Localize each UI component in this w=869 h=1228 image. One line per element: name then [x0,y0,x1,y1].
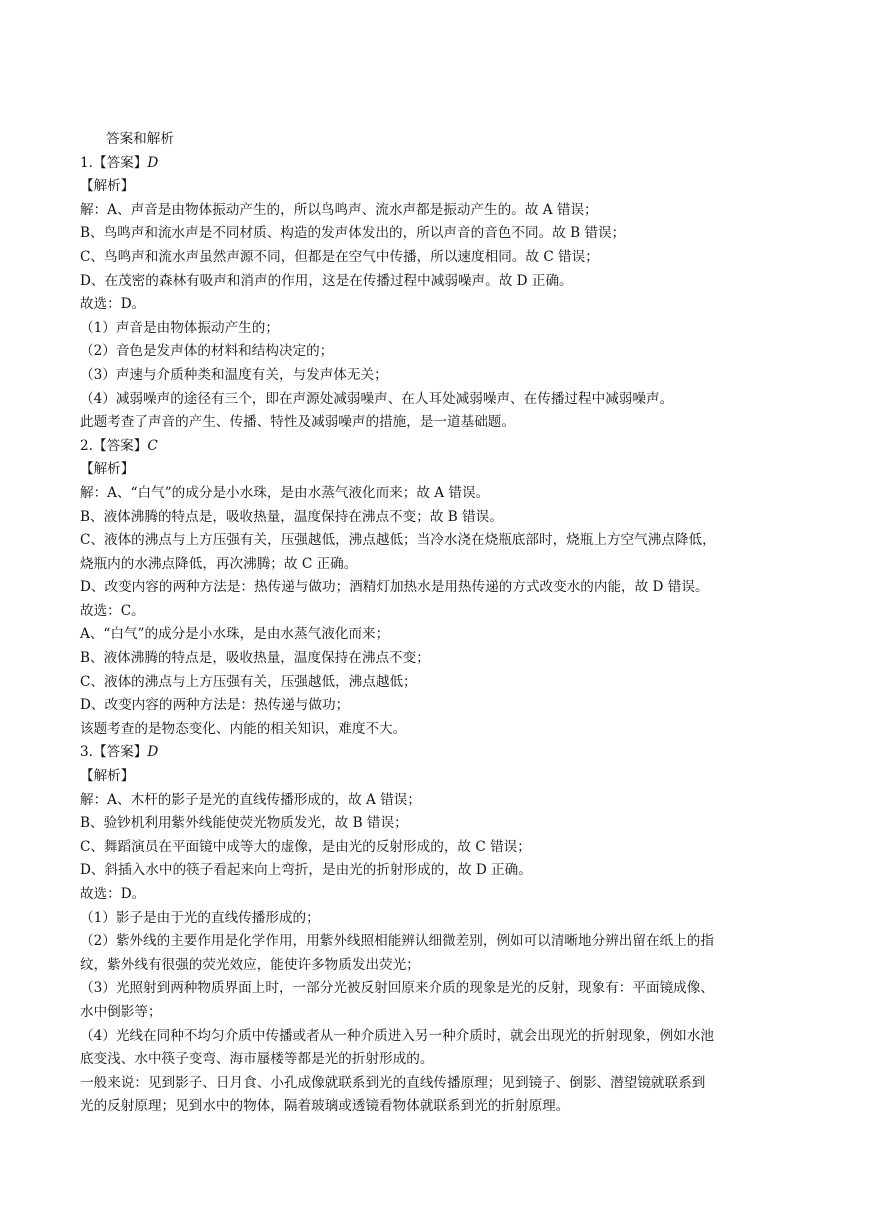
q1-line: 故选：D。 [80,296,146,313]
question-2-section [80,435,792,742]
q1-analysis-label: 【解析】 [80,178,135,195]
q2-line: 故选：C。 [80,602,145,619]
q1-line: D、在茂密的森林有吸声和消声的作用，这是在传播过程中减弱噪声。故 D 正确。 [80,272,573,289]
question-1-section [80,152,792,435]
q2-line: B、液体沸腾的特点是，吸收热量，温度保持在沸点不变； [80,650,430,667]
q3-line: 光的反射原理；见到水中的物体，隔着玻璃或透镜看物体就联系到光的折射原理。 [80,1098,570,1115]
q3-answer-label: 3.【答案】 [80,744,148,761]
q2-answer-label: 2.【答案】 [80,437,148,454]
q3-line: （3）光照射到两种物质界面上时，一部分光被反射回原来介质的现象是光的反射，现象有：平面镜成像、 [80,980,714,997]
q2-line: C、液体的沸点与上方压强有关，压强越低，沸点越低；当冷水浇在烧瓶底部时，烧瓶上方空气沸点降低， [80,532,716,549]
q2-analysis-label: 【解析】 [80,461,135,478]
q2-line: D、改变内容的两种方法是：热传递与做功；酒精灯加热水是用热传递的方式改变水的内能，故 D 错误。 [80,579,709,596]
q2-line: 该题考查的是物态变化、内能的相关知识，难度不大。 [80,720,407,737]
q2-line: 烧瓶内的水沸点降低，再次沸腾；故 C 正确。 [80,555,358,572]
q3-line: （2）紫外线的主要作用是化学作用，用紫外线照相能辨认细微差别，例如可以清晰地分辨出留在纸上的指 [80,933,714,950]
q2-line: A、“白气”的成分是小水珠，是由水蒸气液化而来； [80,626,390,643]
q3-line: （1）影子是由于光的直线传播形成的； [80,909,320,926]
q1-line: （4）减弱噪声的途径有三个，即在声源处减弱噪声、在人耳处减弱噪声、在传播过程中减弱噪声。 [80,390,674,407]
q1-answer-value: D [147,154,159,171]
q3-answer-line [80,741,792,765]
q1-line: （2）音色是发声体的材料和结构决定的； [80,343,334,360]
q1-answer-line [80,152,792,176]
q3-line: B、验钞机利用紫外线能使荧光物质发光，故 B 错误； [80,815,408,832]
q2-line: B、液体沸腾的特点是，吸收热量，温度保持在沸点不变；故 B 错误。 [80,508,503,525]
q3-line: 底变浅、水中筷子变弯、海市蜃楼等都是光的折射形成的。 [80,1051,434,1068]
q1-answer-label: 1.【答案】 [80,154,148,171]
q3-answer-value: D [147,744,159,761]
q3-line: （4）光线在同种不均匀介质中传播或者从一种介质进入另一种介质时，就会出现光的折射现象，例如水池 [80,1027,714,1044]
q1-line: （3）声速与介质种类和温度有关，与发声体无关； [80,366,388,383]
q1-line: （1）声音是由物体振动产生的； [80,319,279,336]
q3-line: D、斜插入水中的筷子看起来向上弯折，是由光的折射形成的，故 D 正确。 [80,862,532,879]
q3-line: 故选：D。 [80,886,146,902]
q2-line: D、改变内容的两种方法是：热传递与做功； [80,697,350,714]
q2-answer-value: C [147,437,158,454]
q2-line: 解：A、“白气”的成分是小水珠，是由水蒸气液化而来；故 A 错误。 [80,484,490,501]
q1-line: C、鸟鸣声和流水声虽然声源不同，但都是在空气中传播，所以速度相同。故 C 错误； [80,248,599,265]
q3-analysis-label: 【解析】 [80,768,135,785]
q2-answer-line [80,435,792,459]
q3-line: C、舞蹈演员在平面镜中成等大的虚像，是由光的反射形成的，故 C 错误； [80,838,531,855]
q2-line: C、液体的沸点与上方压强有关，压强越低，沸点越低； [80,673,417,690]
q3-line: 一般来说：见到影子、日月食、小孔成像就联系到光的直线传播原理；见到镜子、倒影、潜望镜就联系到 [80,1074,706,1091]
q3-line: 水中倒影等； [80,1003,162,1020]
answer-document [80,128,792,1119]
q1-line: 解：A、声音是由物体振动产生的，所以鸟鸣声、流水声都是振动产生的。故 A 错误； [80,201,598,218]
q1-line: 此题考查了声音的产生、传播、特性及减弱噪声的措施，是一道基础题。 [80,414,515,431]
question-3-section [80,741,792,1119]
q3-line: 纹，紫外线有很强的荧光效应，能使许多物质发出荧光； [80,956,420,973]
q1-line: B、鸟鸣声和流水声是不同材质、构造的发声体发出的，所以声音的音色不同。故 B 错误； [80,225,626,242]
q3-line: 解：A、木杆的影子是光的直线传播形成的，故 A 错误； [80,791,421,808]
document-heading: 答案和解析 [106,131,174,147]
